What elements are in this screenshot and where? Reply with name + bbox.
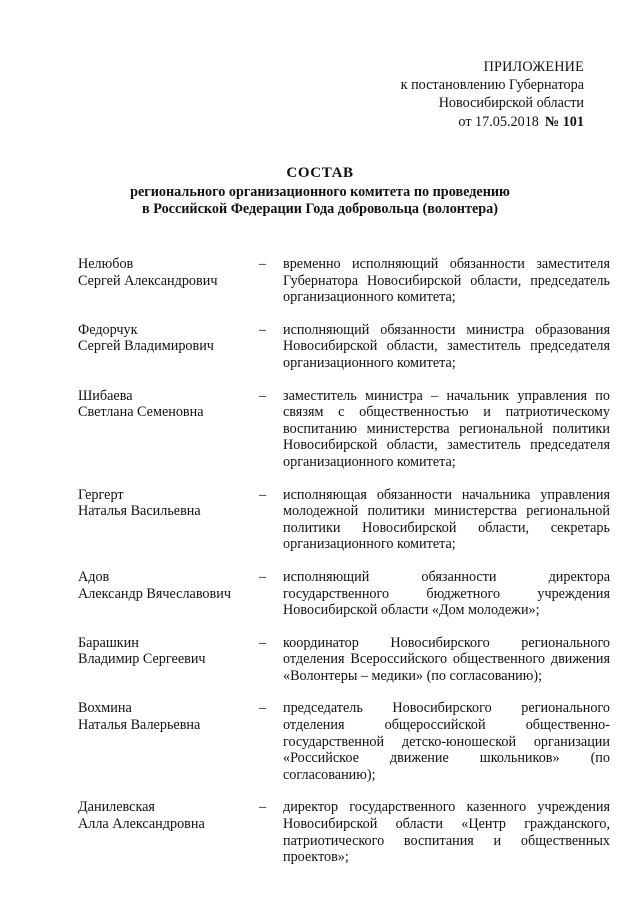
title-line-1: регионального организационного комитета по проведению xyxy=(130,183,510,200)
title-main: СОСТАВ xyxy=(286,165,354,181)
member-entry xyxy=(0,799,640,865)
member-surname: Вохмина xyxy=(78,700,132,717)
member-role: председатель Новосибирского регионального отделения общероссийской общественно-государственной детско-юношеской организации «Российское движение школьников» (по согласованию); xyxy=(283,700,610,783)
member-dash: – xyxy=(259,486,267,503)
member-entry xyxy=(0,256,640,306)
member-name xyxy=(78,322,256,355)
member-surname: Нелюбов xyxy=(78,256,134,272)
member-name xyxy=(78,569,256,602)
member-surname: Данилевская xyxy=(78,799,155,816)
member-role: временно исполняющий обязанности заместителя Губернатора Новосибирской области, председатель организационного комитета; xyxy=(283,256,610,306)
member-dash: – xyxy=(259,387,267,404)
member-dash: – xyxy=(259,256,267,272)
member-name xyxy=(78,700,256,733)
member-name xyxy=(78,635,256,668)
member-name xyxy=(78,256,256,289)
member-role: заместитель министра – начальник управления по связям с общественностью и патриотическому воспитанию министерства региональной политики Новосибирской области, заместитель председателя организационного комитета; xyxy=(283,387,610,470)
member-given-names: Сергей Владимирович xyxy=(78,338,214,355)
member-role: координатор Новосибирского регионального отделения Всероссийского общественного движения «Волонтеры – медики» (по согласованию); xyxy=(283,634,610,684)
member-given-names: Александр Вячеславович xyxy=(78,585,231,602)
member-entry xyxy=(0,388,640,471)
member-surname: Шибаева xyxy=(78,387,133,404)
document-title xyxy=(0,165,640,219)
member-role: исполняющая обязанности начальника управления молодежной политики министерства региональной политики Новосибирской области, секретарь организационного комитета; xyxy=(283,486,610,553)
member-surname: Адов xyxy=(78,568,110,585)
member-dash: – xyxy=(259,321,267,338)
member-role: директор государственного казенного учреждения Новосибирской области «Центр гражданского, патриотического воспитания и общественных проектов»; xyxy=(283,799,610,866)
member-name xyxy=(78,487,256,520)
member-entry xyxy=(0,322,640,372)
member-dash: – xyxy=(259,799,267,816)
member-entry xyxy=(0,487,640,553)
member-surname: Барашкин xyxy=(78,634,139,651)
appendix-title: ПРИЛОЖЕНИЕ xyxy=(483,59,584,75)
appendix-date-line xyxy=(324,113,584,131)
member-dash: – xyxy=(259,568,267,585)
member-entry xyxy=(0,635,640,685)
members-list xyxy=(0,256,640,882)
title-line-2: в Российской Федерации Года добровольца (волонтера) xyxy=(142,201,498,217)
appendix-number: № 101 xyxy=(544,113,584,130)
appendix-line-1: к постановлению Губернатора xyxy=(400,77,584,94)
appendix-line-2: Новосибирской области xyxy=(438,95,584,112)
member-given-names: Наталья Валерьевна xyxy=(78,717,201,734)
member-entry xyxy=(0,700,640,783)
appendix-date: от 17.05.2018 xyxy=(458,113,539,130)
member-entry xyxy=(0,569,640,619)
member-dash: – xyxy=(259,700,267,717)
member-dash: – xyxy=(259,634,267,651)
member-surname: Федорчук xyxy=(78,321,138,338)
member-name xyxy=(78,799,256,832)
member-role: исполняющий обязанности директора государственного бюджетного учреждения Новосибирской области «Дом молодежи»; xyxy=(283,568,610,619)
member-given-names: Сергей Александрович xyxy=(78,272,218,289)
member-given-names: Алла Александровна xyxy=(78,816,205,833)
member-role: исполняющий обязанности министра образования Новосибирской области, заместитель председателя организационного комитета; xyxy=(283,321,610,371)
member-surname: Гергерт xyxy=(78,486,124,503)
member-name xyxy=(78,388,256,421)
member-given-names: Наталья Васильевна xyxy=(78,503,201,520)
member-given-names: Светлана Семеновна xyxy=(78,404,204,421)
member-given-names: Владимир Сергеевич xyxy=(78,651,206,668)
appendix-block xyxy=(324,58,584,131)
